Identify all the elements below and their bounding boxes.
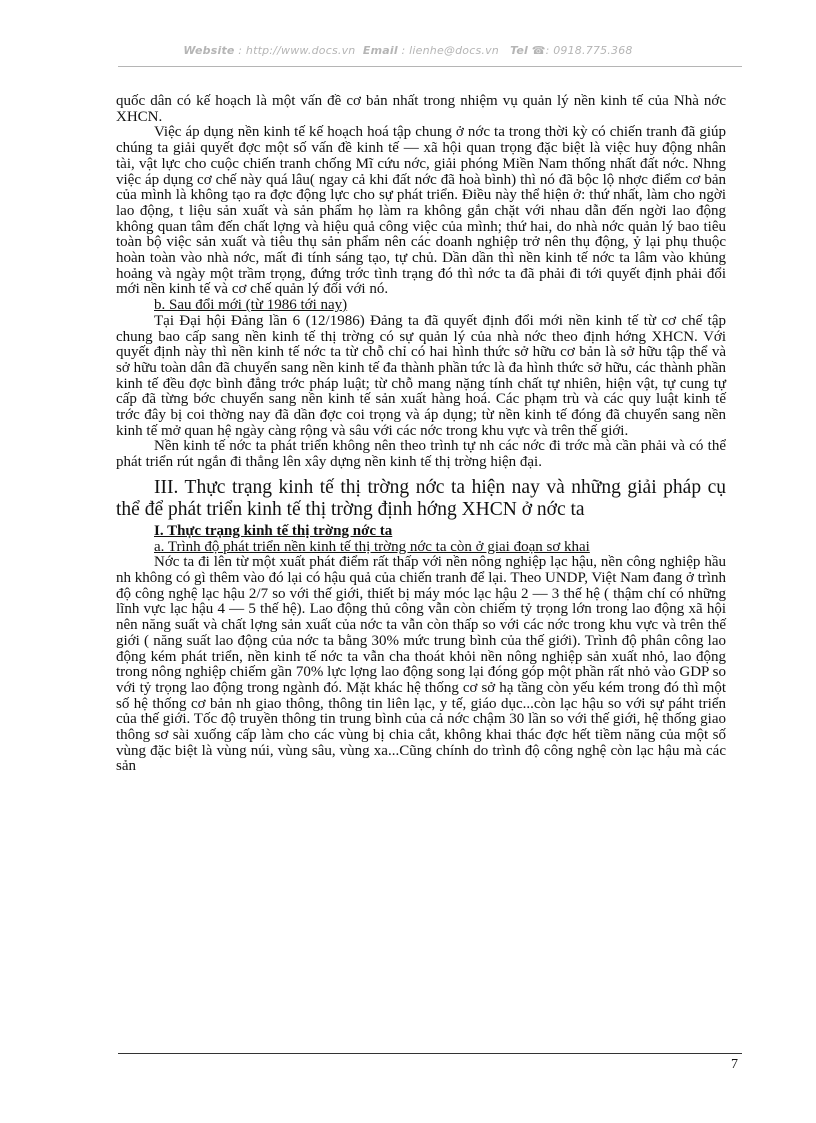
email-label: Email — [362, 44, 398, 57]
paragraph-2: Việc áp dụng nền kinh tế kế hoạch hoá tập chung ở nớc ta trong thời kỳ có chiến tranh đã giúp chúng ta giải quyết đợc một số vấn đề kinh tế — xã hội quan trọng đặc biệt là việc huy động nhân tài, vật lực cho cuộc chiến tranh chống Mĩ cứu nớc, giải phóng Miền Nam thống nhất đất nớc. Nhng việc áp dụng cơ chế này quá lâu( ngay cả khi đất nớc đã hoà bình) thì nó đã bộc lộ nhợc điểm cơ bản của mình là không tạo ra đợc động lực cho sự phát triển. Điều này thể hiện ở: thứ nhất, làm cho ngời lao động, t liệu sản xuất và sản phẩm họ làm ra không gắn chặt với nhau dẫn đến ngời lao động không quan tâm đến chất lợng và hiệu quả công việc của mình; thứ hai, do nhà nớc quản lý bao tiêu toàn bộ việc sản xuất và tiêu thụ sản phẩm nên các doanh nghiệp trở nên thụ động, ỷ lại phụ thuộc hoàn toàn vào nhà nớc, mất đi tính sáng tạo, tự chủ. Dần dần thì nền kinh tế nớc ta lâm vào khủng hoảng và ngày một trầm trọng, đứng trớc tình trạng đó thì nớc ta đã phải đi tới quyết định phải đổi mới nền kinh tế và cơ chế quản lý đối với nó. — [116, 124, 726, 298]
tel-label: Tel — [510, 44, 528, 57]
paragraph-5: Nớc ta đi lên từ một xuất phát điểm rất thấp với nền nông nghiệp lạc hậu, nền công nghiệp hầu nh không có gì thêm vào đó lại có hậu quả của chiến tranh để lại. Theo UNDP, Việt Nam đang ở trình độ công nghệ lạc hậu 2/7 so với thế giới, thiết bị máy móc lạc hậu 2 — 3 thế hệ ( thậm chí có những lĩnh vực lạc hậu 4 — 5 thế hệ). Lao động thủ công vẫn còn chiếm tỷ trọng lớn trong lao động xã hội nên năng suất và chất lợng sản xuất của nớc ta vẫn còn thấp so với các nớc trong khu vực và trên thế giới ( năng suất lao động của nớc ta bằng 30% mức trung bình của thế giới). Trình độ phân công lao động kém phát triển, nền kinh tế nớc ta vẫn cha thoát khỏi nền nông nghiệp sản xuất nhỏ, lao động trong nông nghiệp chiếm gần 70% lực lợng lao động song lại đóng góp một phần rất nhỏ vào GDP so với tỷ trọng lao động trong ngành đó. Mặt khác hệ thống cơ sở hạ tầng còn yếu kém trong đó thì một số hệ thống cơ bản nh giao thông, thông tin liên lạc, y tế, giáo dục...còn lạc hậu so với sự páht triển của thế giới. Tốc độ truyền thông tin trung bình của cả nớc chậm 30 lần so với thế giới, hệ thống giao thông sơ sài xuống cấp làm cho các vùng bị chia cắt, không khai thác đợc hết tiềm năng của một số vùng đặc biệt là vùng núi, vùng sâu, vùng xa...Cũng chính do trình độ công nghệ còn lạc hậu mà các sản — [116, 554, 726, 775]
page-number: 7 — [731, 1057, 738, 1072]
tel-number: : 0918.775.368 — [545, 44, 633, 57]
header-divider — [118, 66, 742, 67]
paragraph-3: Tại Đại hội Đảng lần 6 (12/1986) Đảng ta đã quyết định đổi mới nền kinh tế từ cơ chế tập chung bao cấp sang nền kinh tế thị trờng có sự quản lý của nhà nớc theo định hớng XHCN. Với quyết định này thì nền kinh tế nớc ta từ chỗ chỉ có hai hình thức sở hữu cơ bản là sở hữu tập thể và sở hữu toàn dân đã chuyển sang nền kinh tế đa thành phần tức là đa hình thức sở hữu, các thành phần kinh tế đều đợc bình đẳng trớc pháp luật; từ chỗ mang nặng tính chất tự nhiên, hiện vật, tự cung tự cấp đã từng bớc chuyển sang nền kinh tế sản xuất hàng hoá. Các phạm trù và các quy luật kinh tế trớc đây bị coi thờng nay đã dần đợc coi trọng và áp dụng; từ nền kinh tế đóng đã chuyển sang nền kinh tế mở quan hệ ngày càng rộng và sâu với các nớc trong khu vực và trên thế giới. — [116, 312, 726, 439]
website-label: Website — [183, 44, 235, 57]
document-body — [116, 94, 726, 775]
subheading-1: I. Thực trạng kinh tế thị trờng nớc ta — [154, 522, 393, 539]
subheading-a: a. Trình độ phát triển nền kinh tế thị trờng nớc ta còn ở giai đoạn sơ khai — [154, 538, 590, 555]
paragraph-4: Nền kinh tế nớc ta phát triển không nên theo trình tự nh các nớc đi trớc mà cần phải và có thể phát triển rút ngắn đi thẳng lên xây dựng nền kinh tế thị trờng hiện đại. — [116, 438, 726, 471]
paragraph-1: quốc dân có kế hoạch là một vấn đề cơ bản nhất trong nhiệm vụ quản lý nền kinh tế của Nhà nớc XHCN. — [116, 93, 726, 125]
footer-divider — [118, 1053, 742, 1054]
section-heading-3: III. Thực trạng kinh tế thị trờng nớc ta hiện nay và những giải pháp cụ thể để phát triển kinh tế thị trờng định hớng XHCN ở nớc ta — [116, 476, 726, 520]
email-address[interactable]: : lienhe@docs.vn — [401, 44, 499, 57]
website-url[interactable]: : http://www.docs.vn — [238, 44, 356, 57]
subheading-b: b. Sau đổi mới (từ 1986 tới nay) — [154, 297, 348, 314]
page-header — [0, 44, 816, 57]
phone-icon: ☎ — [531, 44, 546, 57]
